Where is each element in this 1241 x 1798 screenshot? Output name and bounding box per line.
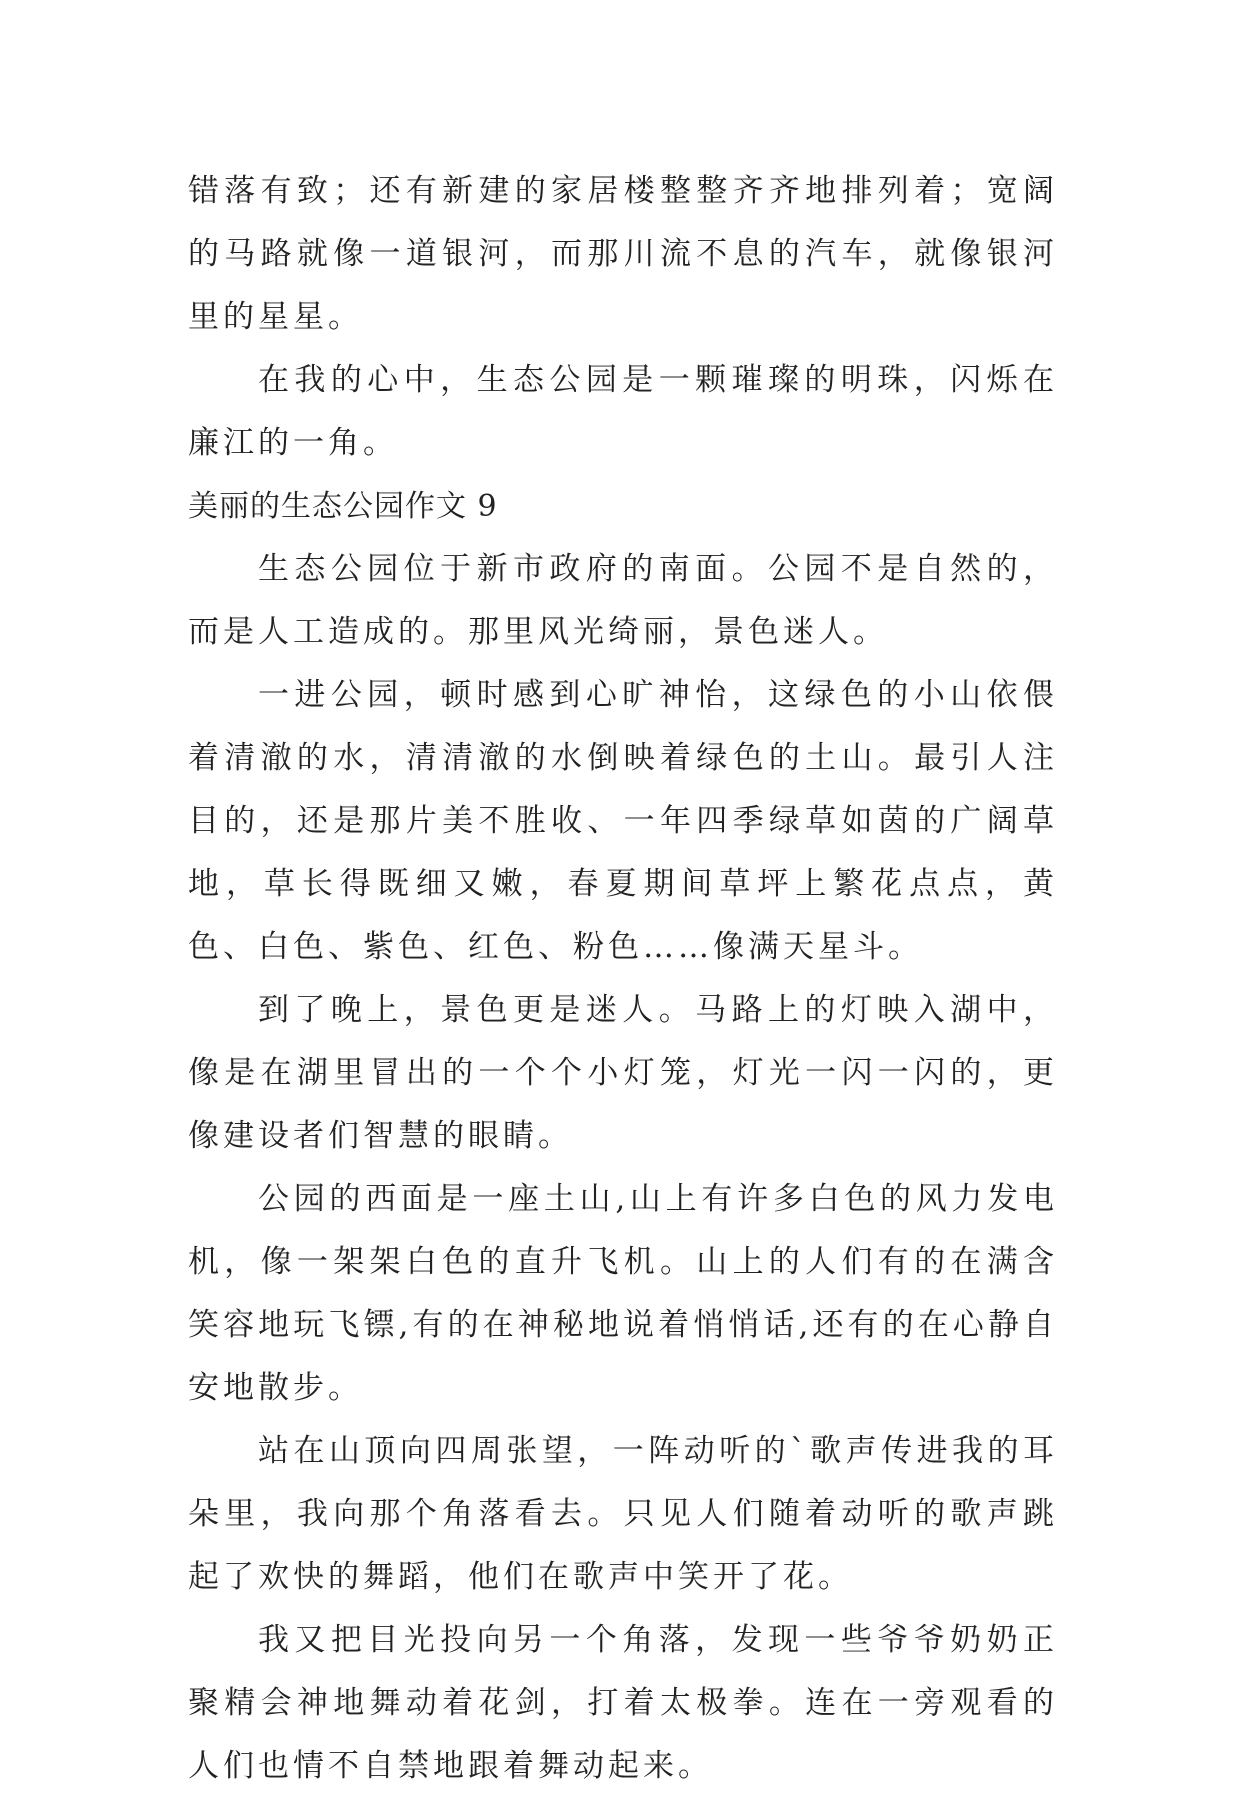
essay-paragraph-5: 站在山顶向四周张望，一阵动听的`歌声传进我的耳朵里，我向那个角落看去。只见人们随着动听的歌声跳起了欢快的舞蹈，他们在歌声中笑开了花。: [188, 1433, 1058, 1595]
document-page: [188, 160, 1058, 1798]
essay-paragraph-1: 生态公园位于新市政府的南面。公园不是自然的，而是人工造成的。那里风光绮丽，景色迷人。: [188, 551, 1058, 650]
essay-paragraph-6: 我又把目光投向另一个角落，发现一些爷爷奶奶正聚精会神地舞动着花剑，打着太极拳。连在一旁观看的人们也情不自禁地跟着舞动起来。: [188, 1622, 1058, 1784]
essay-title: 美丽的生态公园作文 9: [188, 489, 498, 524]
essay-paragraph-4: 公园的西面是一座土山,山上有许多白色的风力发电机，像一架架白色的直升飞机。山上的人们有的在满含笑容地玩飞镖,有的在神秘地说着悄悄话,还有的在心静自安地散步。: [188, 1181, 1058, 1406]
paragraph-closing: 在我的心中，生态公园是一颗璀璨的明珠，闪烁在廉江的一角。: [188, 362, 1058, 461]
essay-paragraph-2: 一进公园，顿时感到心旷神怡，这绿色的小山依偎着清澈的水，清清澈的水倒映着绿色的土山。最引人注目的，还是那片美不胜收、一年四季绿草如茵的广阔草地，草长得既细又嫩，春夏期间草坪上繁花点点，黄色、白色、紫色、红色、粉色……像满天星斗。: [188, 677, 1058, 965]
paragraph-continuation: 错落有致；还有新建的家居楼整整齐齐地排列着；宽阔的马路就像一道银河，而那川流不息的汽车，就像银河里的星星。: [188, 173, 1058, 335]
essay-paragraph-3: 到了晚上，景色更是迷人。马路上的灯映入湖中，像是在湖里冒出的一个个小灯笼，灯光一闪一闪的，更像建设者们智慧的眼睛。: [188, 992, 1058, 1154]
